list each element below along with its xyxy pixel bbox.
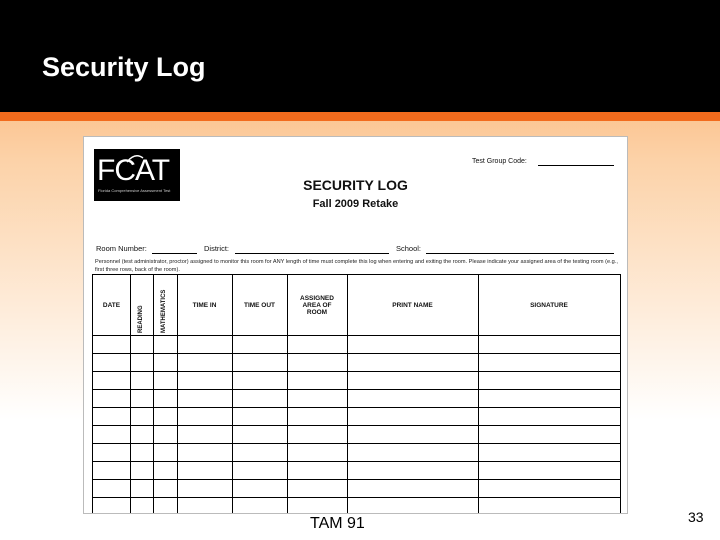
page-number: 33 xyxy=(688,509,704,525)
test-group-code-field xyxy=(538,165,614,166)
security-log-document xyxy=(83,136,628,514)
table-row xyxy=(93,425,620,426)
document-title: SECURITY LOG xyxy=(303,177,408,193)
header-print-name: PRINT NAME xyxy=(392,301,433,309)
header-time-out: TIME OUT xyxy=(243,301,276,309)
table-row xyxy=(93,371,620,372)
test-group-code-label: Test Group Code: xyxy=(472,158,527,165)
instructions-text: Personnel (test administrator, proctor) assigned to monitor this room for ANY length of time must complete this log when entering and exiting the room. Please indicate your assigned area of the testing room (e.g., first three rows, back of the room). xyxy=(95,259,618,273)
table-row xyxy=(93,443,620,444)
document-subtitle: Fall 2009 Retake xyxy=(312,198,399,210)
header-time-in: TIME IN xyxy=(192,301,217,309)
footer-label: TAM 91 xyxy=(310,515,365,532)
room-number-label: Room Number: xyxy=(96,244,147,253)
accent-stripe xyxy=(0,112,720,121)
room-number-field xyxy=(152,253,197,254)
fcat-logo xyxy=(94,149,180,201)
table-row xyxy=(93,353,620,354)
school-label: School: xyxy=(396,244,422,253)
slide-title: Security Log xyxy=(42,52,206,82)
table-row xyxy=(93,407,620,408)
district-field xyxy=(235,253,389,254)
security-log-table xyxy=(92,274,621,514)
table-row xyxy=(93,335,620,336)
header-mathematics: MATHEMATICS xyxy=(161,289,167,333)
district-label: District: xyxy=(204,244,229,253)
header-assigned-area: ASSIGNED AREA OF ROOM xyxy=(300,294,334,316)
header-signature: SIGNATURE xyxy=(530,301,568,309)
table-row xyxy=(93,461,620,462)
school-field xyxy=(426,253,614,254)
header-date: DATE xyxy=(102,301,121,309)
header-reading: READING xyxy=(138,305,144,333)
logo-tagline: Florida Comprehensive Assessment Test xyxy=(98,188,171,193)
title-bar xyxy=(0,0,720,112)
table-row xyxy=(93,479,620,480)
table-row xyxy=(93,389,620,390)
table-row xyxy=(93,497,620,498)
logo-wordmark: FCAT xyxy=(97,154,170,187)
